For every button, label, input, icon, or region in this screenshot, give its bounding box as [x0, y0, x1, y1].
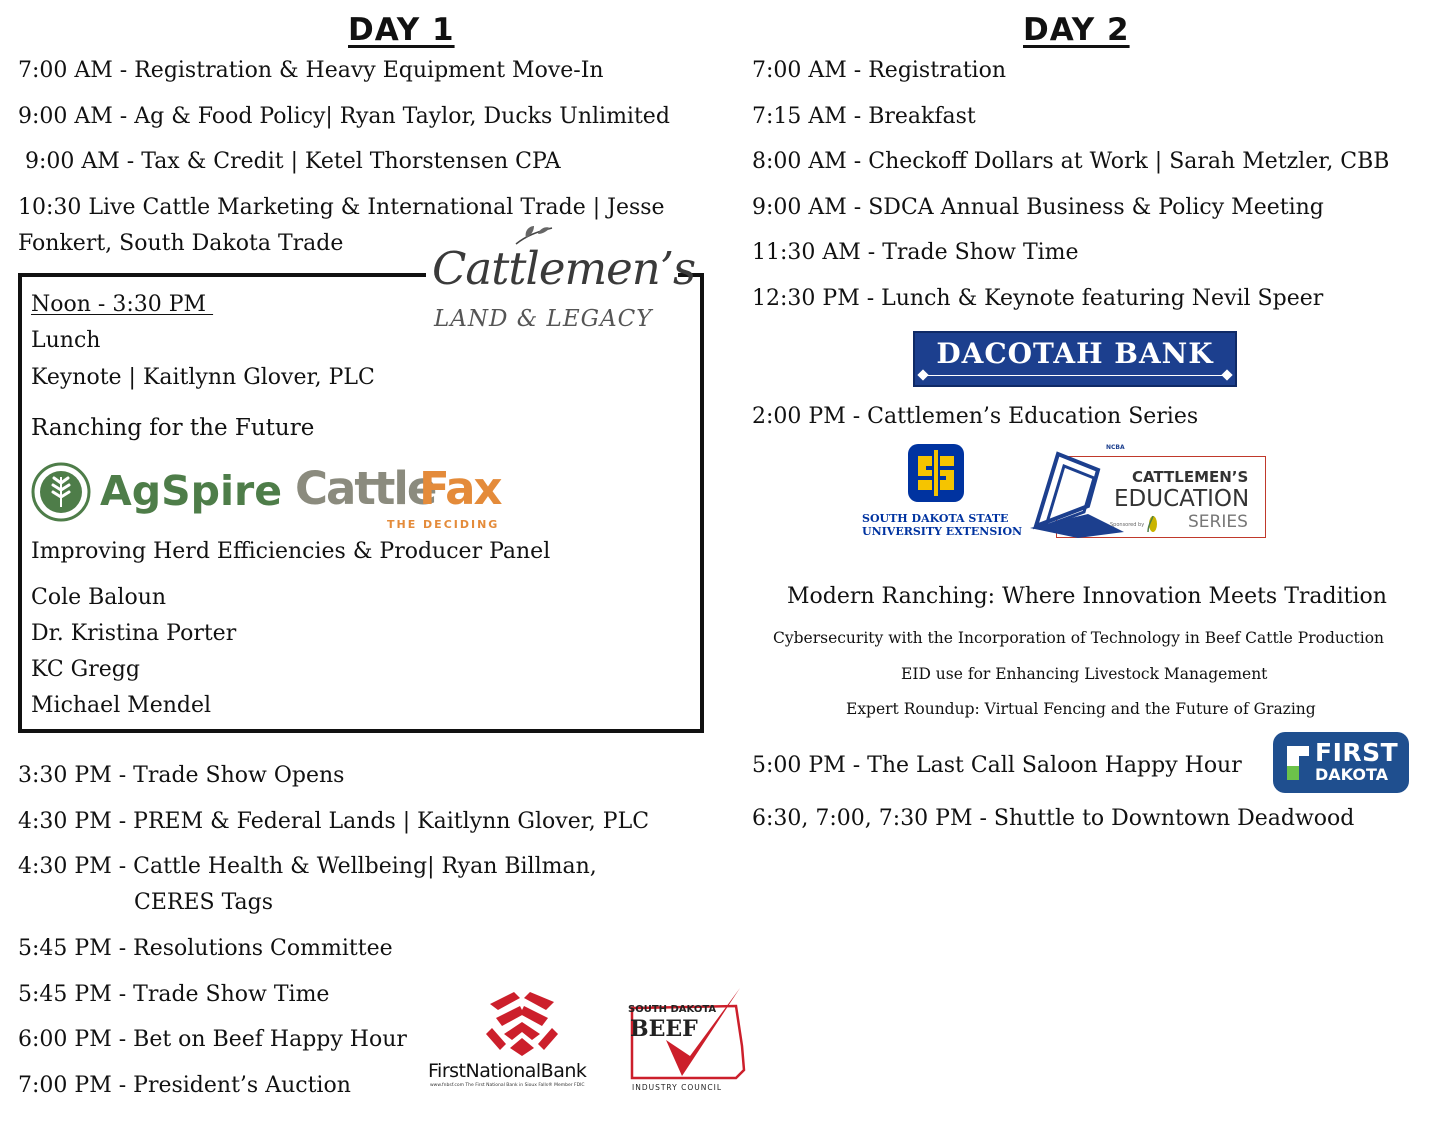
fnb-fine-print: www.fnbsf.com The First National Bank in Sioux Falls® Member FDIC	[430, 1083, 585, 1088]
corn-icon	[1146, 514, 1160, 534]
day2-education-series: 2:00 PM - Cattlemen’s Education Series	[752, 404, 1199, 429]
fnb-emblem-icon	[484, 988, 560, 1058]
day1-item-1: 7:00 AM - Registration & Heavy Equipment Move-In	[18, 58, 604, 83]
sdsu-line-2: UNIVERSITY EXTENSION	[862, 525, 1023, 538]
panelist-4: Michael Mendel	[31, 693, 212, 718]
panelist-1: Cole Baloun	[31, 585, 167, 610]
day2-item-2: 7:15 AM - Breakfast	[752, 104, 976, 129]
day1-item-6: 3:30 PM - Trade Show Opens	[18, 763, 345, 788]
modern-ranching-title: Modern Ranching: Where Innovation Meets Tradition	[787, 584, 1387, 609]
ces-line-3: SERIES	[1188, 512, 1248, 532]
day1-item-10: 5:45 PM - Trade Show Time	[18, 982, 330, 1007]
sdbic-state: SOUTH DAKOTA	[628, 1004, 717, 1015]
day2-item-4: 9:00 AM - SDCA Annual Business & Policy Meeting	[752, 195, 1324, 220]
day1-item-3: 9:00 AM - Tax & Credit | Ketel Thorstensen CPA	[18, 149, 561, 174]
cattlefax-tagline: THE DECIDING	[387, 518, 500, 531]
box-keynote: Keynote | Kaitlynn Glover, PLC	[31, 365, 375, 390]
day2-item-6: 12:30 PM - Lunch & Keynote featuring Nevil Speer	[752, 286, 1324, 311]
day1-item-4: 10:30 Live Cattle Marketing & International Trade | Jesse	[18, 195, 665, 220]
modern-item-3: Expert Roundup: Virtual Fencing and the Future of Grazing	[846, 700, 1316, 718]
day1-item-2: 9:00 AM - Ag & Food Policy| Ryan Taylor, Ducks Unlimited	[18, 104, 670, 129]
cattlefax-wordmark-fax: Fax	[419, 462, 501, 515]
modern-item-2: EID use for Enhancing Livestock Management	[901, 665, 1268, 683]
fnb-wordmark: FirstNationalBank	[428, 1060, 587, 1082]
first-national-bank-logo	[428, 988, 618, 1094]
sdbic-beef: BEEF	[630, 1016, 698, 1042]
day2-item-5: 11:30 AM - Trade Show Time	[752, 240, 1079, 265]
day1-item-12: 7:00 PM - President’s Auction	[18, 1073, 351, 1098]
agspire-wheat-icon	[30, 461, 92, 523]
ces-ncba-badge: NCBA	[1106, 444, 1125, 451]
cattlemens-land-legacy-logo	[426, 222, 696, 340]
day2-item-3: 8:00 AM - Checkoff Dollars at Work | Sarah Metzler, CBB	[752, 149, 1390, 174]
dacotah-wordmark: DACOTAH BANK	[936, 337, 1214, 370]
day1-item-4-cont: Fonkert, South Dakota Trade	[18, 231, 344, 256]
sdbic-council: INDUSTRY COUNCIL	[632, 1083, 722, 1092]
sd-beef-industry-council-logo	[626, 986, 750, 1094]
box-ranching-title: Ranching for the Future	[31, 415, 315, 441]
cattlemens-education-series-logo	[1028, 444, 1270, 540]
cattlefax-wordmark-cattle: Cattle	[295, 462, 436, 515]
day2-item-1: 7:00 AM - Registration	[752, 58, 1006, 83]
first-dakota-line-2: DAKOTA	[1315, 765, 1388, 784]
cattlefax-logo	[295, 462, 505, 532]
agspire-logo	[30, 461, 283, 523]
box-time: Noon - 3:30 PM	[31, 292, 214, 317]
sdsu-extension-logo	[858, 440, 1023, 540]
ces-line-2: EDUCATION	[1114, 486, 1250, 512]
day1-title: DAY 1	[348, 12, 455, 48]
day1-item-8: 4:30 PM - Cattle Health & Wellbeing| Ryan Billman,	[18, 854, 597, 879]
agspire-wordmark: AgSpire	[100, 467, 283, 515]
first-dakota-mark-icon	[1285, 744, 1311, 782]
box-lunch: Lunch	[31, 328, 101, 353]
ces-sponsor: Sponsored by	[1110, 522, 1145, 528]
day2-title: DAY 2	[1023, 12, 1130, 48]
day1-item-9: 5:45 PM - Resolutions Committee	[18, 936, 393, 961]
ces-line-1: CATTLEMEN’S	[1132, 468, 1249, 486]
modern-item-1: Cybersecurity with the Incorporation of Technology in Beef Cattle Production	[773, 629, 1385, 647]
panelist-2: Dr. Kristina Porter	[31, 621, 237, 646]
box-improving-title: Improving Herd Efficiencies & Producer Panel	[31, 539, 551, 564]
day2-happy-hour: 5:00 PM - The Last Call Saloon Happy Hour	[752, 753, 1242, 778]
sdsu-jackrabbit-icon	[904, 440, 968, 506]
day1-item-7: 4:30 PM - PREM & Federal Lands | Kaitlynn Glover, PLC	[18, 809, 650, 834]
day2-shuttle: 6:30, 7:00, 7:30 PM - Shuttle to Downtown Deadwood	[752, 806, 1355, 831]
cattlemens-logo-script: Cattlemen’s	[432, 242, 696, 295]
day1-item-8-cont: CERES Tags	[134, 890, 274, 915]
cattlemens-logo-subtitle: LAND & LEGACY	[434, 306, 653, 332]
panelist-3: KC Gregg	[31, 657, 140, 682]
dacotah-bank-logo	[913, 331, 1237, 387]
first-dakota-line-1: FIRST	[1315, 738, 1399, 767]
sdsu-line-1: SOUTH DAKOTA STATE	[862, 512, 1009, 525]
first-dakota-logo	[1273, 732, 1409, 793]
day1-item-11: 6:00 PM - Bet on Beef Happy Hour	[18, 1027, 407, 1052]
